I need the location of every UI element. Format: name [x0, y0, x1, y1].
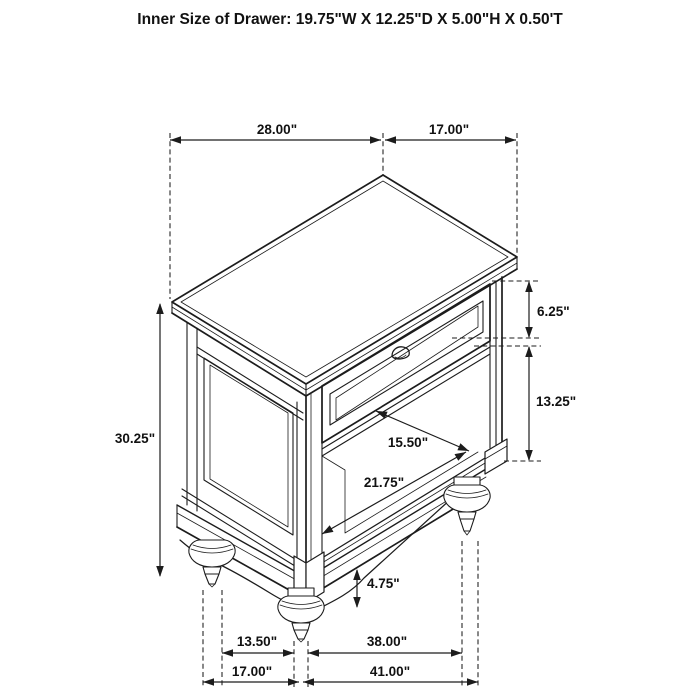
dim-leg-spacing-front	[308, 634, 462, 657]
dim-top-width	[170, 122, 381, 144]
front-corner-post	[306, 386, 322, 578]
top-depth-label: 17.00"	[428, 122, 470, 137]
drawer-handle-icon	[392, 347, 409, 359]
dim-base-depth	[203, 664, 299, 686]
dim-leg-height	[353, 569, 399, 608]
dim-base-width	[303, 664, 478, 686]
dim-shelf-depth	[376, 411, 469, 451]
nightstand-drawing	[172, 175, 517, 642]
leg-front-right	[444, 477, 490, 535]
drawer-front	[322, 284, 490, 443]
dim-drawer-front-height	[525, 281, 569, 338]
drawer-front-height-label: 6.25"	[537, 304, 570, 319]
base-depth-label: 17.00"	[231, 664, 273, 679]
dim-leg-spacing-side	[222, 634, 294, 657]
overall-height-label: 30.25"	[114, 431, 156, 446]
base-plinth	[177, 469, 486, 600]
dim-top-depth	[385, 122, 516, 144]
shelf-width-label: 21.75"	[363, 475, 405, 490]
dim-shelf-opening-height	[525, 346, 576, 461]
right-front-post	[490, 277, 502, 448]
top-width-label: 28.00"	[256, 122, 298, 137]
extension-lines	[170, 133, 541, 688]
shelf-depth-label: 15.50"	[387, 435, 429, 450]
leg-spacing-front-label: 38.00"	[366, 634, 408, 649]
left-side-panel	[182, 322, 303, 571]
shelf-opening-height-label: 13.25"	[536, 394, 577, 409]
top-slab	[172, 175, 517, 396]
leg-spacing-side-label: 13.50"	[236, 634, 278, 649]
leg-height-label: 4.75"	[367, 576, 400, 591]
dim-overall-height	[115, 303, 164, 577]
leg-back-left	[189, 540, 235, 587]
base-width-label: 41.00"	[369, 664, 411, 679]
page-title: Inner Size of Drawer: 19.75"W X 12.25"D X 5.00"H X 0.50'T	[137, 11, 563, 28]
